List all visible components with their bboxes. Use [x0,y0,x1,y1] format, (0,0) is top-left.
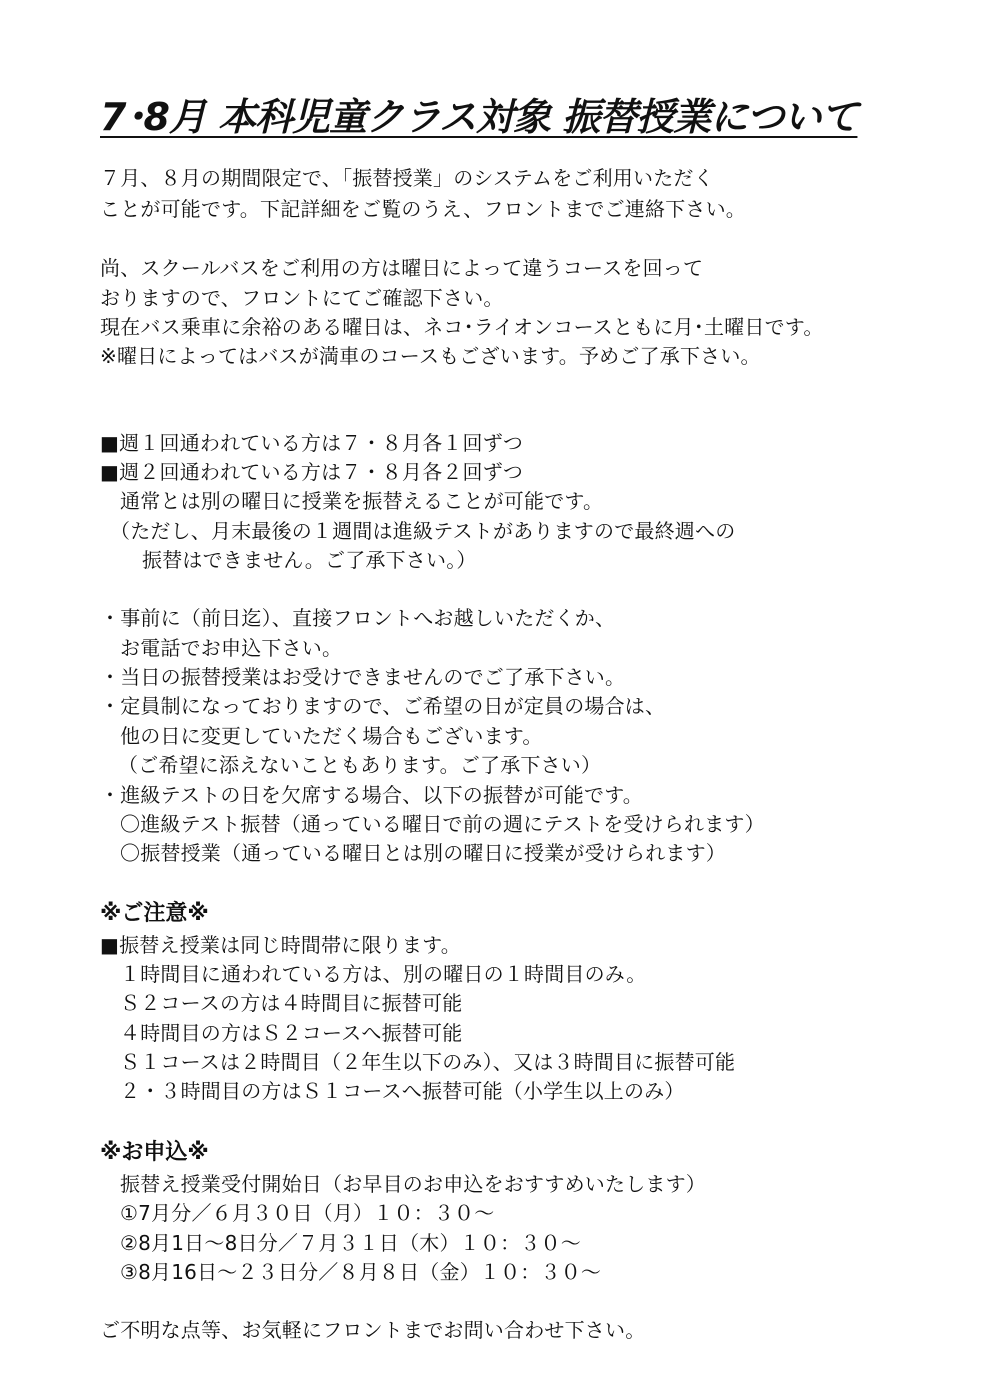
application-line-1: 振替え授業受付開始日（お早目のお申込をおすすめいたします） [120,1172,706,1196]
frequency-note-1: （ただし、月末最後の１週間は進級テストがありますので最終週への [110,519,736,543]
bus-line-2: おりますので、フロントにてご確認下さい。 [100,286,504,310]
rule-line-5: 他の日に変更していただく場合もございます。 [120,724,543,748]
rule-line-6: （ご希望に添えないこともあります。ご了承下さい） [118,753,602,777]
application-date-3: ③8月16日～２３日分／８月８日（金）１０：３０～ [120,1260,602,1284]
rule-line-9: 〇振替授業（通っている曜日とは別の曜日に授業が受けられます） [120,841,726,865]
rule-line-2: お電話でお申込下さい。 [120,636,343,660]
caution-line-6: ２・３時間目の方はＳ１コースへ振替可能（小学生以上のみ） [120,1079,685,1103]
application-date-2: ②8月1日～8日分／７月３１日（木）１０：３０～ [120,1231,581,1255]
rule-line-7: ・進級テストの日を欠席する場合、以下の振替が可能です。 [100,783,643,807]
caution-line-2: １時間目に通われている方は、別の曜日の１時間目のみ。 [120,962,647,986]
caution-line-3: Ｓ２コースの方は４時間目に振替可能 [120,991,463,1015]
application-date-1: ①7月分／６月３０日（月）１０：３０～ [120,1201,495,1225]
footer-note: ご不明な点等、お気軽にフロントまでお問い合わせ下さい。 [100,1318,646,1342]
page-title: 7･8月 本科児童クラス対象 振替授業について [100,95,858,139]
rule-line-8: 〇進級テスト振替（通っている曜日で前の週にテストを受けられます） [120,812,765,836]
caution-line-4: ４時間目の方はＳ２コースへ振替可能 [120,1021,463,1045]
rule-line-3: ・当日の振替授業はお受けできませんのでご了承下さい。 [100,665,626,689]
caution-heading: ※ご注意※ [100,901,209,926]
caution-line-5: Ｓ１コースは２時間目（２年生以下のみ）、又は３時間目に振替可能 [120,1050,736,1074]
frequency-note-2: 振替はできません。ご了承下さい。） [142,548,477,572]
intro-line-1: ７月、８月の期間限定で、「振替授業」のシステムをご利用いただく [100,166,714,190]
frequency-line-3: 通常とは別の曜日に授業を振替えることが可能です。 [120,489,604,513]
bus-line-1: 尚、スクールバスをご利用の方は曜日によって違うコースを回って [100,256,704,280]
frequency-line-2: ■週２回通われている方は７・８月各２回ずつ [100,460,524,484]
caution-line-1: ■振替え授業は同じ時間帯に限ります。 [100,933,461,957]
bus-line-3: 現在バス乗車に余裕のある曜日は、ネコ･ライオンコースともに月･土曜日です。 [100,315,824,339]
intro-line-2: ことが可能です。下記詳細をご覧のうえ、フロントまでご連絡下さい。 [100,197,746,221]
frequency-line-1: ■週１回通われている方は７・８月各１回ずつ [100,431,524,455]
bus-line-4: ※曜日によってはバスが満車のコースもございます。予めご了承下さい。 [100,344,761,368]
rule-line-1: ・事前に（前日迄）、直接フロントへお越しいただくか、 [100,606,616,630]
rule-line-4: ・定員制になっておりますので、ご希望の日が定員の場合は、 [100,694,666,718]
application-heading: ※お申込※ [100,1140,209,1165]
